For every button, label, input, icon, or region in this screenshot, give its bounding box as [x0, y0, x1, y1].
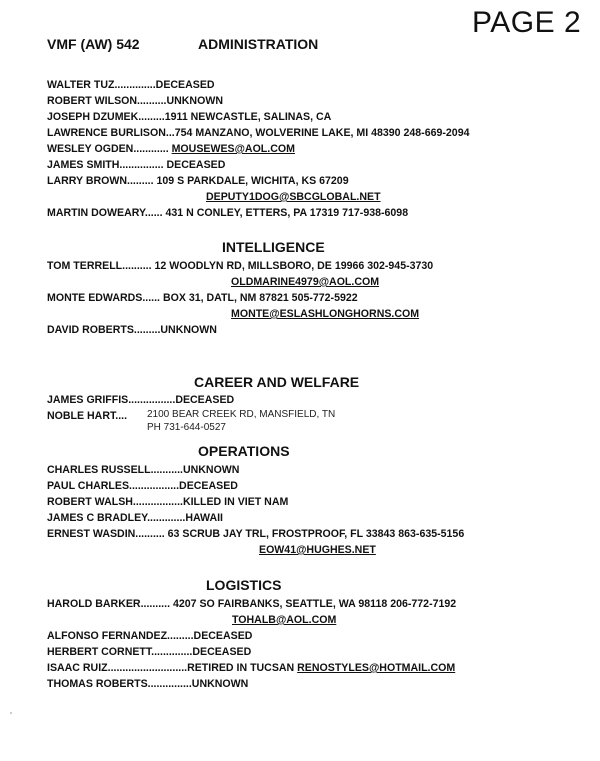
list-item: CHARLES RUSSELL...........UNKNOWN	[47, 464, 240, 476]
list-item	[47, 143, 295, 155]
email-link[interactable]: MONTE@ESLASHLONGHORNS.COM	[231, 308, 420, 320]
member-name: ISAAC RUIZ...........................RETIRED IN TUCSAN	[47, 662, 298, 674]
email-link[interactable]: RENOSTYLES@HOTMAIL.COM	[297, 662, 456, 674]
section-title-administration: ADMINISTRATION	[198, 36, 319, 52]
list-item: THOMAS ROBERTS...............UNKNOWN	[47, 678, 249, 690]
email-link[interactable]: EOW41@HUGHES.NET	[259, 544, 376, 556]
email-link[interactable]: TOHALB@AOL.COM	[232, 614, 337, 626]
list-item: PAUL CHARLES.................DECEASED	[47, 480, 238, 492]
list-item: LARRY BROWN......... 109 S PARKDALE, WICHITA, KS 67209	[47, 175, 349, 187]
page-number: PAGE 2	[472, 6, 582, 39]
list-item: JAMES C BRADLEY.............HAWAII	[47, 512, 223, 524]
scan-speck	[10, 712, 12, 714]
list-item: DAVID ROBERTS.........UNKNOWN	[47, 324, 217, 336]
list-item: LAWRENCE BURLISON...754 MANZANO, WOLVERINE LAKE, MI 48390 248-669-2094	[47, 127, 470, 139]
list-item: NOBLE HART....	[47, 410, 128, 422]
list-item: MARTIN DOWEARY...... 431 N CONLEY, ETTERS, PA 17319 717-938-6098	[47, 207, 409, 219]
section-title-career-welfare: CAREER AND WELFARE	[194, 374, 360, 390]
list-item: ERNEST WASDIN.......... 63 SCRUB JAY TRL, FROSTPROOF, FL 33843 863-635-5156	[47, 528, 465, 540]
section-title-operations: OPERATIONS	[198, 443, 290, 459]
email-link[interactable]: DEPUTY1DOG@SBCGLOBAL.NET	[206, 191, 381, 203]
email-link[interactable]: OLDMARINE4979@AOL.COM	[231, 276, 380, 288]
list-item: ROBERT WALSH.................KILLED IN VIET NAM	[47, 496, 289, 508]
address-text: 2100 BEAR CREEK RD, MANSFIELD, TN	[147, 409, 336, 420]
email-link[interactable]: MOUSEWES@AOL.COM	[171, 143, 295, 155]
list-item: ROBERT WILSON..........UNKNOWN	[47, 95, 223, 107]
section-title-intelligence: INTELLIGENCE	[222, 239, 325, 255]
phone-text: PH 731-644-0527	[147, 422, 226, 433]
list-item: ALFONSO FERNANDEZ.........DECEASED	[47, 630, 253, 642]
squadron-name: VMF (AW) 542	[47, 36, 140, 52]
list-item: JAMES SMITH............... DECEASED	[47, 159, 226, 171]
list-item: HAROLD BARKER.......... 4207 SO FAIRBANKS, SEATTLE, WA 98118 206-772-7192	[47, 598, 457, 610]
list-item: MONTE EDWARDS...... BOX 31, DATL, NM 87821 505-772-5922	[47, 292, 358, 304]
list-item: WALTER TUZ..............DECEASED	[47, 79, 215, 91]
list-item	[47, 662, 455, 674]
list-item: JAMES GRIFFIS................DECEASED	[47, 394, 235, 406]
member-name: WESLEY OGDEN............	[47, 143, 172, 155]
list-item: HERBERT CORNETT..............DECEASED	[47, 646, 252, 658]
section-title-logistics: LOGISTICS	[206, 577, 282, 593]
list-item: JOSEPH DZUMEK.........1911 NEWCASTLE, SALINAS, CA	[47, 111, 332, 123]
list-item: TOM TERRELL.......... 12 WOODLYN RD, MILLSBORO, DE 19966 302-945-3730	[47, 260, 434, 272]
